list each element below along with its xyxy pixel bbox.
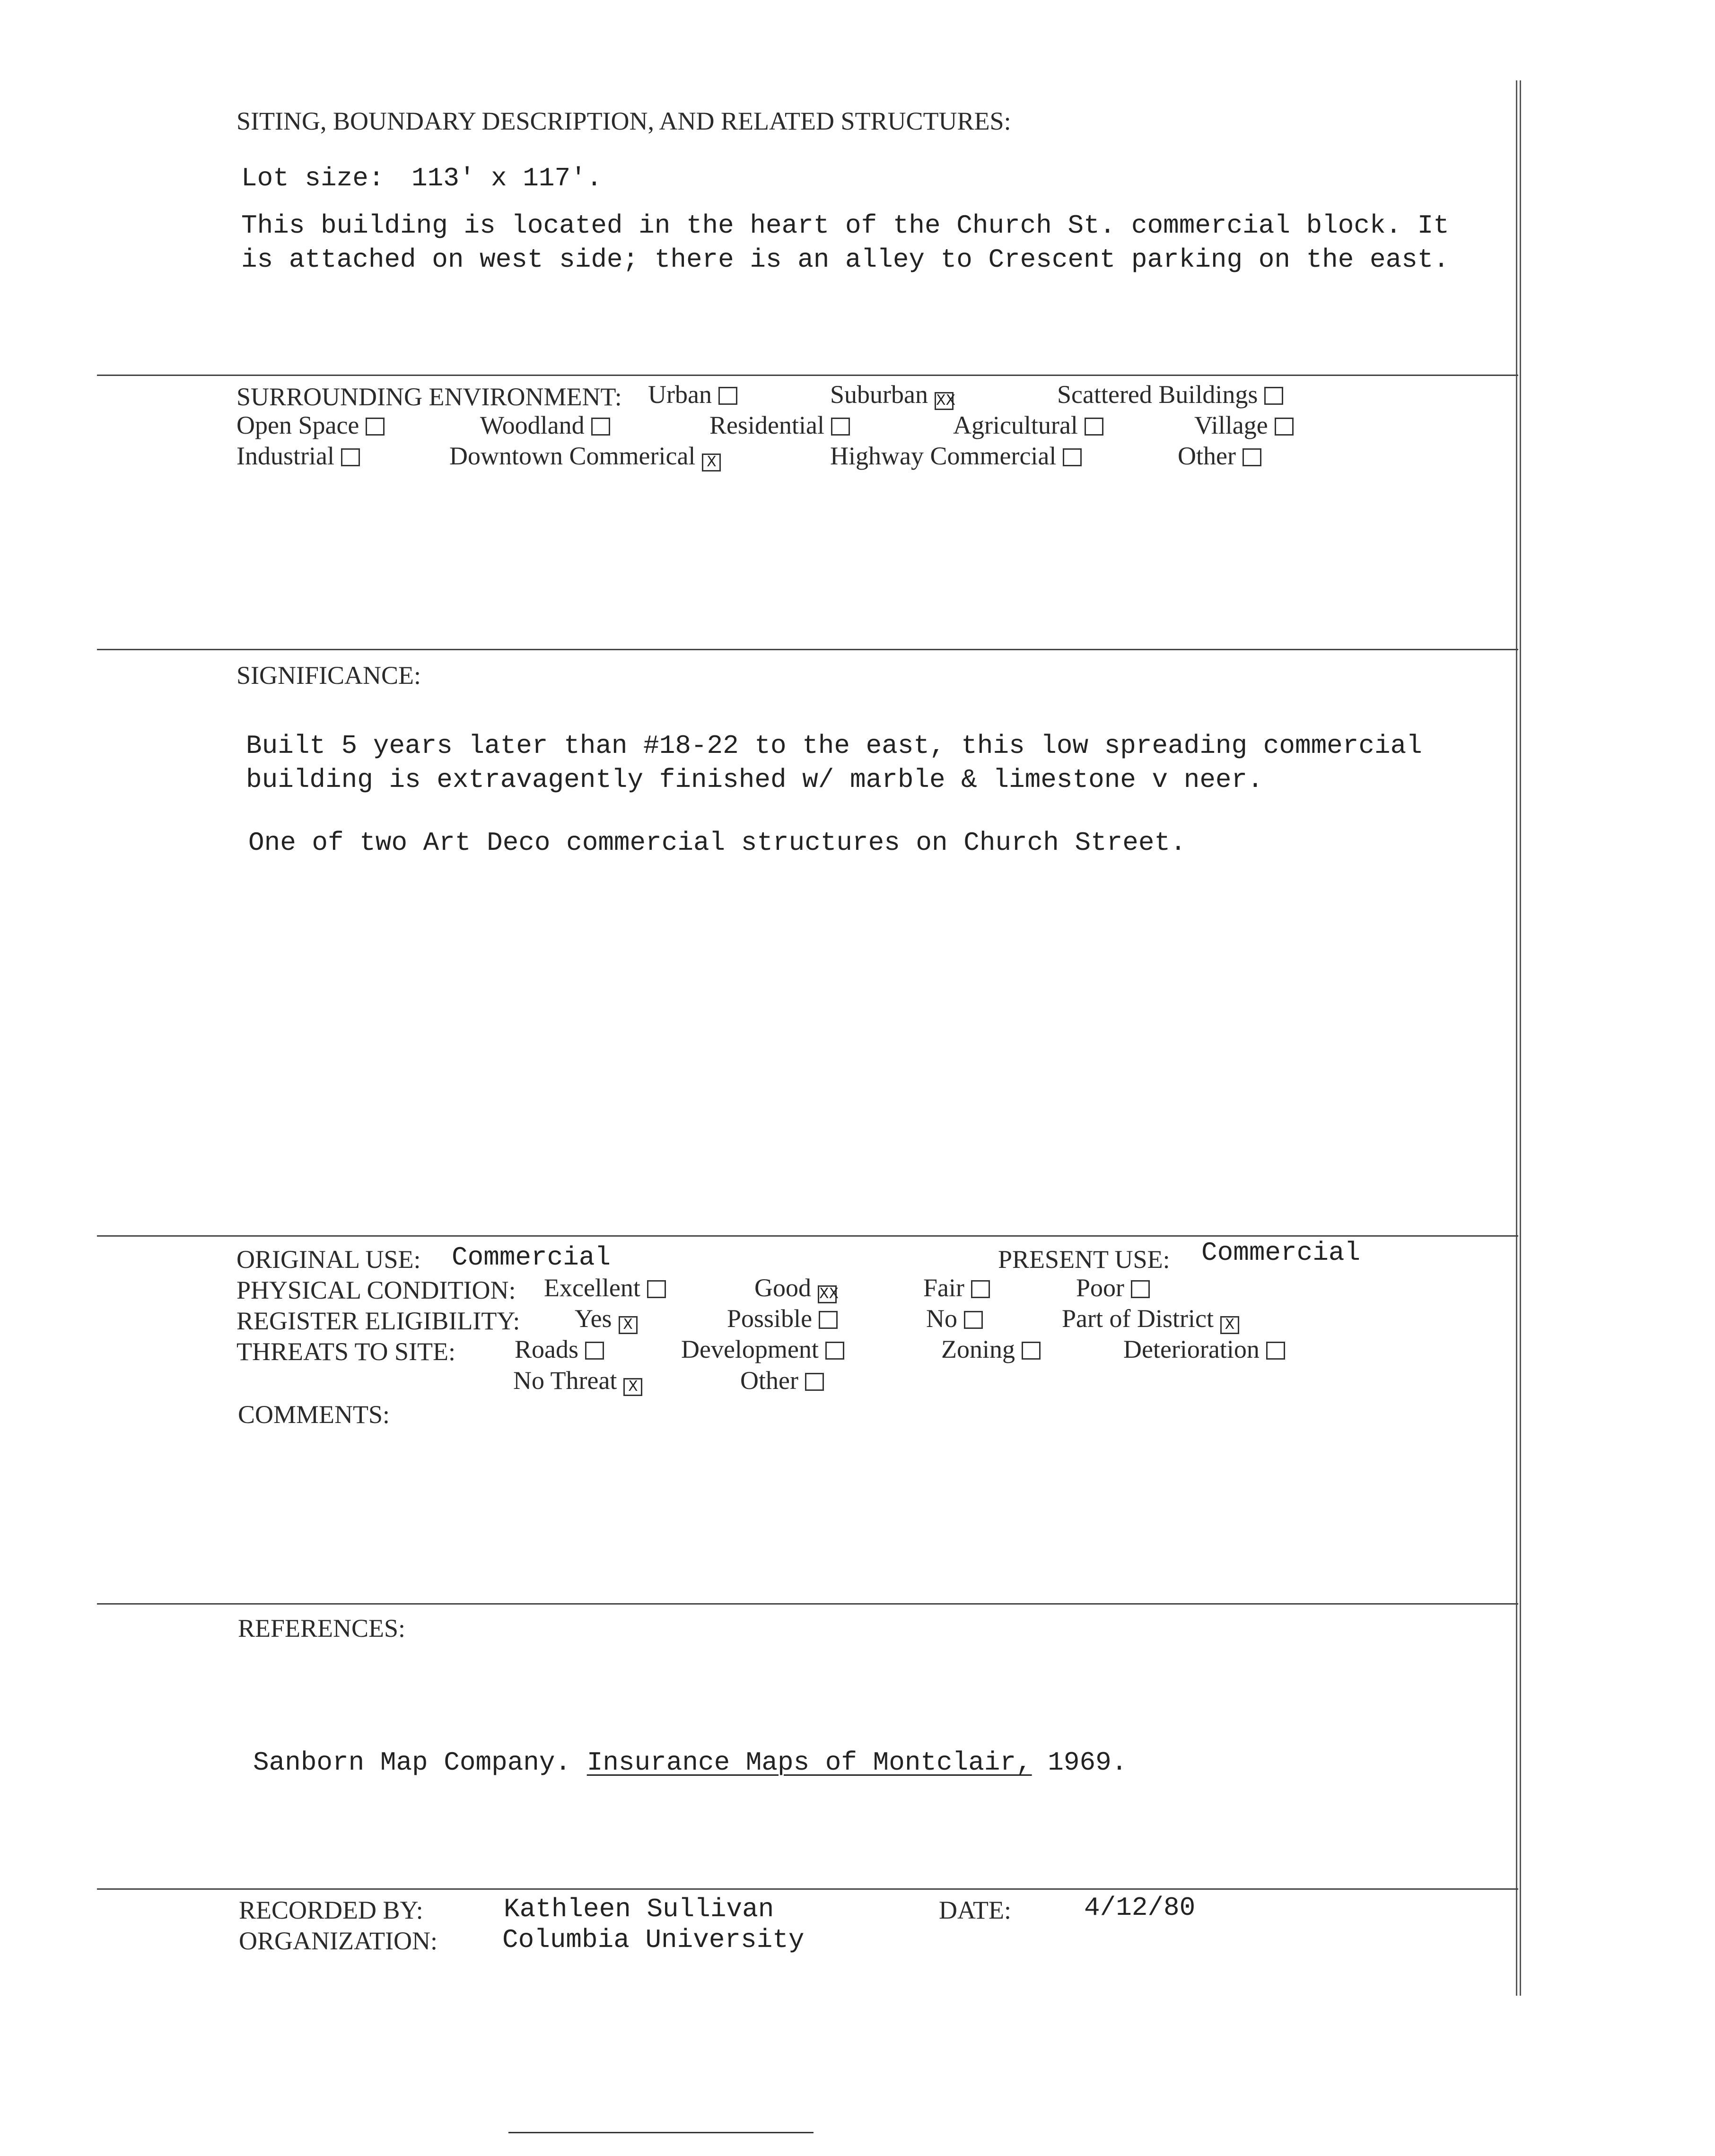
checkbox[interactable]: XX [818,1285,837,1303]
checkbox[interactable] [1266,1342,1285,1360]
recorded-by-label: RECORDED BY: [239,1896,423,1924]
threat-option-other[interactable] [740,1366,824,1395]
significance-line1: Built 5 years later than #18-22 to the east, this low spreading commercial [246,731,1422,761]
env-option-label: Downtown Commerical [449,442,696,470]
threat-option-roads[interactable] [515,1335,604,1364]
checkbox[interactable] [1275,418,1294,436]
checkbox[interactable] [1022,1342,1041,1360]
threat-option-label: Roads [515,1335,578,1363]
env-option-agricultural[interactable] [953,410,1103,440]
checkbox[interactable] [647,1280,666,1298]
reference-citation [253,1747,1127,1778]
condition-option-fair[interactable] [923,1273,990,1302]
significance-heading: SIGNIFICANCE: [236,661,421,690]
env-option-highway-commercial[interactable] [830,441,1082,471]
checkbox[interactable]: X [619,1316,638,1334]
env-option-label: Scattered Buildings [1057,380,1258,409]
condition-option-good[interactable] [754,1273,837,1303]
present-use-value: Commercial [1201,1238,1361,1268]
footer-rule [508,2132,814,2133]
env-option-label: Other [1178,442,1236,470]
env-option-village[interactable] [1194,410,1294,440]
threat-option-label: Deterioration [1123,1335,1260,1363]
original-use-value: Commercial [452,1242,611,1273]
register-option-possible[interactable] [727,1304,838,1333]
section-divider [97,375,1518,376]
citation-prefix: Sanborn Map Company. [253,1747,571,1778]
checkbox[interactable] [591,418,610,436]
env-option-label: Urban [648,380,712,409]
citation-year: 1969. [1048,1747,1128,1778]
section-divider [97,1888,1518,1890]
checkbox[interactable]: XX [935,392,954,410]
condition-option-label: Fair [923,1274,964,1302]
condition-option-label: Good [754,1274,811,1302]
env-option-label: Village [1194,411,1268,439]
condition-option-label: Excellent [544,1274,640,1302]
siting-description-line2: is attached on west side; there is an alley to Crescent parking on the east. [241,244,1450,275]
env-option-label: Suburban [830,380,928,409]
checkbox[interactable] [585,1342,604,1360]
checkbox[interactable]: X [623,1378,642,1396]
section-divider [97,1603,1518,1605]
threat-option-development[interactable] [681,1335,844,1364]
right-margin-rule [1516,80,1517,1996]
checkbox[interactable] [831,418,850,436]
register-eligibility-label: REGISTER ELIGIBILITY: [236,1307,520,1335]
physical-condition-label: PHYSICAL CONDITION: [236,1276,516,1304]
condition-option-excellent[interactable] [544,1273,666,1302]
significance-line2: building is extravagently finished w/ marble & limestone v neer. [246,765,1263,795]
date-value: 4/12/80 [1084,1893,1196,1923]
register-option-part-of-district[interactable] [1062,1304,1239,1334]
condition-option-label: Poor [1076,1274,1125,1302]
env-option-industrial[interactable] [236,441,360,471]
date-label: DATE: [939,1896,1011,1924]
threat-option-label: No Threat [513,1366,617,1395]
register-option-yes[interactable] [575,1304,638,1334]
checkbox[interactable] [1131,1280,1150,1298]
checkbox[interactable] [805,1373,824,1391]
significance-line3: One of two Art Deco commercial structures on Church Street. [248,828,1186,858]
env-option-label: Agricultural [953,411,1078,439]
siting-heading: SITING, BOUNDARY DESCRIPTION, AND RELATED STRUCTURES: [236,107,1011,135]
env-option-open-space[interactable] [236,410,385,440]
environment-heading: SURROUNDING ENVIRONMENT: [236,383,622,411]
register-option-label: Yes [575,1304,612,1333]
lot-size-value: 113' x 117'. [411,163,603,193]
threat-option-deterioration[interactable] [1123,1335,1285,1364]
present-use-label: PRESENT USE: [998,1245,1170,1274]
references-heading: REFERENCES: [238,1614,406,1642]
comments-label: COMMENTS: [238,1400,390,1429]
env-option-label: Open Space [236,411,359,439]
env-option-downtown-commercial[interactable] [449,441,721,471]
checkbox[interactable] [971,1280,990,1298]
recorded-by-value: Kathleen Sullivan [504,1894,774,1924]
threat-option-label: Development [681,1335,819,1363]
checkbox[interactable]: X [702,454,721,471]
organization-label: ORGANIZATION: [239,1927,438,1955]
register-option-label: No [926,1304,957,1333]
section-divider [97,1235,1518,1237]
organization-value: Columbia University [502,1925,805,1955]
threat-option-label: Other [740,1366,798,1395]
section-divider [97,649,1518,650]
register-option-label: Possible [727,1304,813,1333]
lot-size-label: Lot size: [241,163,385,193]
checkbox[interactable] [341,448,360,466]
condition-option-poor[interactable] [1076,1273,1150,1302]
register-option-no[interactable] [926,1304,983,1333]
register-option-label: Part of District [1062,1304,1214,1333]
right-margin-rule-inner [1520,80,1521,1996]
env-option-label: Woodland [480,411,585,439]
checkbox[interactable] [964,1311,983,1329]
env-option-woodland[interactable] [480,410,610,440]
checkbox[interactable] [718,387,737,405]
env-option-other[interactable] [1178,441,1261,471]
env-option-label: Industrial [236,442,334,470]
env-option-scattered-buildings[interactable] [1057,380,1283,409]
checkbox[interactable] [1264,387,1283,405]
threats-label: THREATS TO SITE: [236,1337,456,1366]
citation-title: Insurance Maps of Montclair, [586,1747,1032,1778]
checkbox[interactable] [1063,448,1082,466]
env-option-urban[interactable] [648,380,737,409]
env-option-label: Residential [709,411,824,439]
checkbox[interactable]: X [1220,1316,1239,1334]
original-use-label: ORIGINAL USE: [236,1245,421,1274]
siting-description-line1: This building is located in the heart of the Church St. commercial block. It [241,210,1450,241]
threat-option-label: Zoning [941,1335,1015,1363]
checkbox[interactable] [1085,418,1103,436]
threat-option-zoning[interactable] [941,1335,1041,1364]
threat-option-no-threat[interactable] [513,1366,642,1396]
checkbox[interactable] [366,418,385,436]
env-option-suburban[interactable] [830,380,954,410]
checkbox[interactable] [825,1342,844,1360]
checkbox[interactable] [819,1311,838,1329]
checkbox[interactable] [1242,448,1261,466]
env-option-label: Highway Commercial [830,442,1057,470]
env-option-residential[interactable] [709,410,850,440]
